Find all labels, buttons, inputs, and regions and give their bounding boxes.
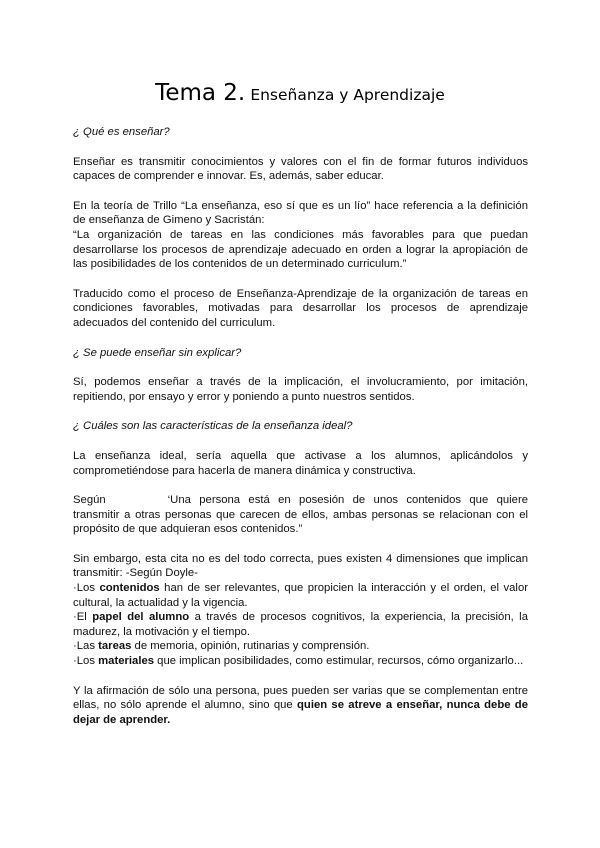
list-item-keyword: contenidos (99, 582, 160, 595)
paragraph-explain: Sí, podemos enseñar a través de la implicación, el involucramiento, por imitación, repitiendo, por ensayo y error y poniendo a punto nuestros sentidos. (73, 376, 528, 403)
paragraph-conclusion (73, 684, 528, 728)
paragraph-ideal: La enseñanza ideal, sería aquella que activase a los alumnos, aplicándolos y comprometiéndose para hacerla de manera dinámica y constructiva. (73, 449, 528, 477)
list-item-text: a través de procesos cognitivos, la experiencia, la precisión, la madurez, la motivación y el tiempo. (73, 611, 528, 638)
list-item (73, 654, 528, 669)
paragraph-segun (73, 493, 528, 537)
segun-quote: ‘Una persona está en posesión de unos contenidos que quiere transmitir a otras personas que carecen de ellos, ambas personas se relacionan con el propósito de que adquieran esos contenidos.” (73, 494, 528, 536)
paragraph-dimensions: Sin embargo, esta cita no es del todo correcta, pues existen 4 dimensiones que implican transmitir: -Según Doyle- (73, 552, 528, 580)
conclusion-text: Y la afirmación de sólo una persona, pues pueden ser varias que se complementan entre ellas, no sólo aprende el alumno, sino que (73, 684, 528, 712)
list-item-text: que implican posibilidades, como estimular, recursos, cómo organizarlo... (154, 655, 524, 668)
title-main: Tema 2. (155, 80, 246, 106)
list-item (73, 581, 528, 610)
document-body (73, 125, 528, 742)
list-item-text: de memoria, opinión, rutinarias y comprensión. (131, 640, 370, 653)
question-1: ¿ Qué es enseñar? (73, 126, 170, 138)
list-item-prefix: ·Las (73, 640, 99, 653)
segun-lead: Según (73, 494, 106, 507)
paragraph-trillo (73, 199, 528, 272)
page-title (0, 80, 600, 106)
conclusion-emphasis: quien se atreve a enseñar, nunca debe de dejar de aprender. (73, 699, 528, 726)
paragraph-definition: Enseñar es transmitir conocimientos y valores con el fin de formar futuros individuos capaces de comprender e innovar. Es, además, saber educar. (73, 155, 528, 183)
list-item-prefix: ·Los (73, 582, 100, 595)
trillo-quote: “La organización de tareas en las condiciones más favorables para que puedan desarrollarse los procesos de aprendizaje adecuado en orden a lograr la apropiación de las posibilidades de los contenidos de un determinado curriculum.” (73, 228, 528, 271)
list-item-keyword: papel del alumno (92, 611, 190, 624)
list-item-keyword: materiales (98, 655, 155, 668)
trillo-intro: En la teoría de Trillo “La enseñanza, eso sí que es un lío” hace referencia a la definición de enseñanza de Gimeno y Sacristán: (73, 199, 528, 227)
question-2: ¿ Se puede enseñar sin explicar? (73, 346, 242, 359)
list-item-prefix: ·Los (73, 655, 99, 668)
list-item (73, 610, 528, 639)
list-item-prefix: ·El (73, 611, 93, 624)
question-3: ¿ Cuáles son las características de la enseñanza ideal? (73, 420, 353, 433)
paragraph-translation: Traducido como el proceso de Enseñanza-Aprendizaje de la organización de tareas en condiciones favorables, motivadas para desarrollar los procesos de aprendizaje adecuados del contenido del curriculum. (73, 287, 528, 329)
list-item-keyword: tareas (98, 640, 132, 653)
list-item-text: han de ser relevantes, que propicien la interacción y el orden, el valor cultural, la actualidad y la vigencia. (73, 582, 528, 609)
title-subtitle: Enseñanza y Aprendizaje (250, 86, 445, 104)
list-item (73, 639, 528, 654)
